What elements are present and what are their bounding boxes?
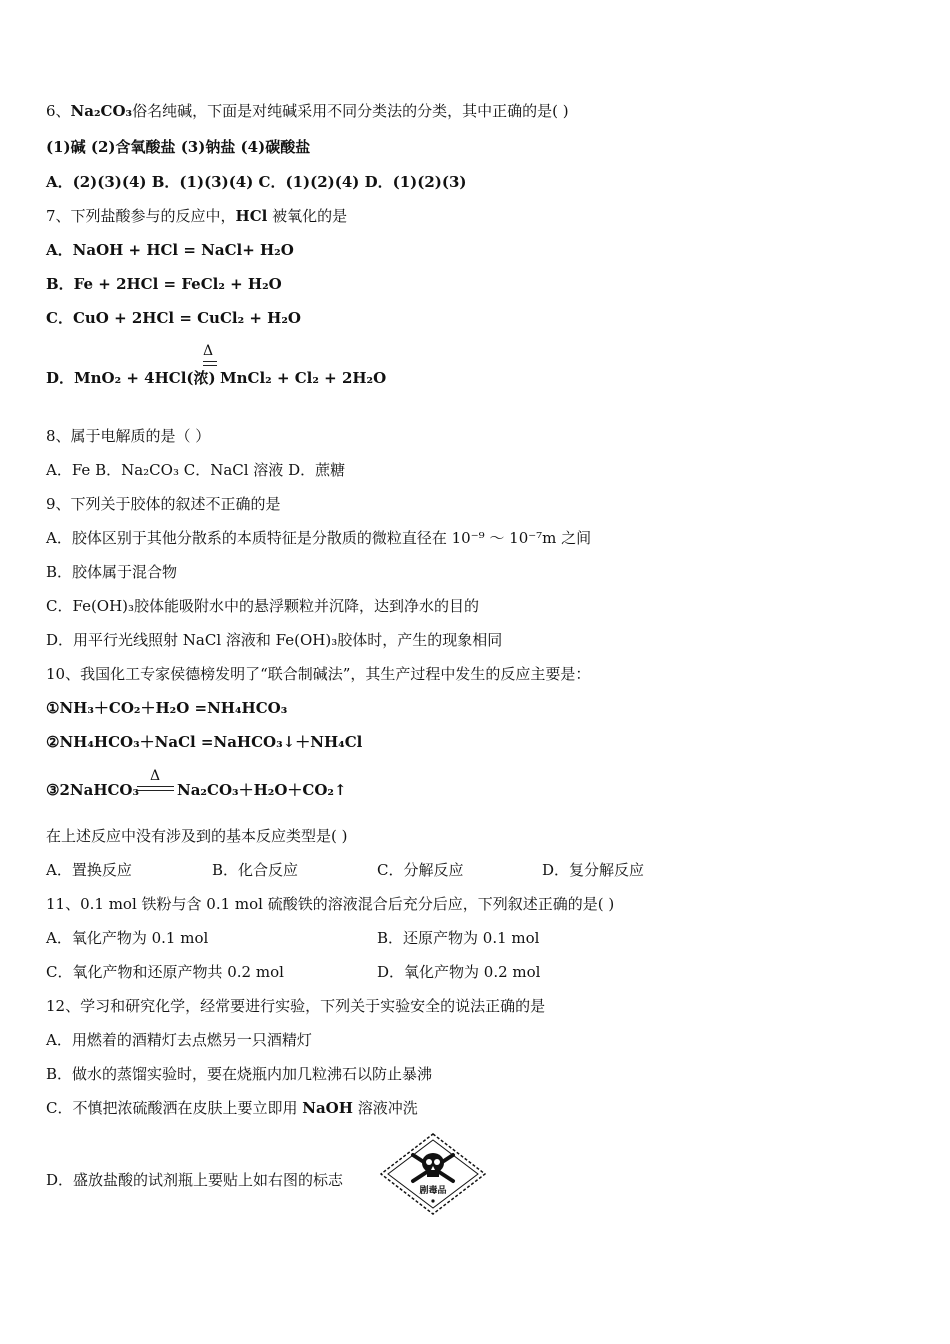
q7-heat-symbol: Δ bbox=[203, 343, 214, 359]
q9-stem: 9、下列关于胶体的叙述不正确的是 bbox=[46, 495, 281, 513]
q10-option-b: B．化合反应 bbox=[212, 861, 299, 879]
q8-options: A．Fe B．Na₂CO₃ C．NaCl 溶液 D．蔗糖 bbox=[46, 461, 346, 479]
q12-option-d: D．盛放盐酸的试剂瓶上要贴上如右图的标志 bbox=[46, 1171, 344, 1189]
q11-option-a: A．氧化产物为 0.1 mol bbox=[46, 929, 209, 947]
q11-option-b: B．还原产物为 0.1 mol bbox=[377, 929, 540, 947]
q11-option-c: C．氧化产物和还原产物共 0.2 mol bbox=[46, 963, 284, 981]
q9-option-a: A．胶体区别于其他分散系的本质特征是分散质的微粒直径在 10⁻⁹ ～ 10⁻⁷m 之间 bbox=[46, 529, 592, 547]
q10-reaction-2: ②NH₄HCO₃＋NaCl =NaHCO₃↓＋NH₄Cl bbox=[46, 733, 363, 751]
q10-heat-symbol: Δ bbox=[150, 768, 161, 784]
q7-equals-bar bbox=[203, 361, 217, 366]
q7-option-c: C．CuO + 2HCl = CuCl₂ + H₂O bbox=[46, 309, 301, 327]
q10-reaction-1: ①NH₃＋CO₂＋H₂O =NH₄HCO₃ bbox=[46, 699, 288, 717]
q12-option-c: C．不慎把浓硫酸洒在皮肤上要立即用 NaOH 溶液冲洗 bbox=[46, 1099, 418, 1117]
q7-stem: 7、下列盐酸参与的反应中，HCl 被氧化的是 bbox=[46, 207, 348, 225]
q9-option-c: C．Fe(OH)₃胶体能吸附水中的悬浮颗粒并沉降，达到净水的目的 bbox=[46, 597, 480, 615]
q11-option-d: D．氧化产物为 0.2 mol bbox=[377, 963, 541, 981]
q10-option-d: D．复分解反应 bbox=[542, 861, 645, 879]
q7-option-d-left: D．MnO₂ + 4HCl(浓) bbox=[46, 369, 216, 387]
q12-stem: 12、学习和研究化学，经常要进行实验，下列关于实验安全的说法正确的是 bbox=[46, 997, 546, 1015]
q10-reaction-3-left: ③2NaHCO₃ bbox=[46, 781, 140, 799]
q10-question: 在上述反应中没有涉及到的基本反应类型是( ) bbox=[46, 827, 348, 845]
q8-stem: 8、属于电解质的是（ ） bbox=[46, 427, 211, 445]
q7-option-a: A．NaOH + HCl = NaCl+ H₂O bbox=[46, 241, 294, 259]
q11-stem: 11、0.1 mol 铁粉与含 0.1 mol 硫酸铁的溶液混合后充分后应，下列叙述正确的是( ) bbox=[46, 895, 615, 913]
q7-option-b: B．Fe + 2HCl = FeCl₂ + H₂O bbox=[46, 275, 282, 293]
q9-option-d: D．用平行光线照射 NaCl 溶液和 Fe(OH)₃胶体时，产生的现象相同 bbox=[46, 631, 503, 649]
q10-reaction-3-right: Na₂CO₃＋H₂O＋CO₂↑ bbox=[177, 781, 347, 799]
q10-stem: 10、我国化工专家侯德榜发明了“联合制碱法”，其生产过程中发生的反应主要是： bbox=[46, 665, 591, 683]
q10-equals-bar bbox=[137, 786, 174, 791]
q6-stem: 6、Na₂CO₃俗名纯碱，下面是对纯碱采用不同分类法的分类，其中正确的是( ) bbox=[46, 102, 569, 120]
q12-option-b: B．做水的蒸馏实验时，要在烧瓶内加几粒沸石以防止暴沸 bbox=[46, 1065, 433, 1083]
q10-option-c: C．分解反应 bbox=[377, 861, 464, 879]
toxic-label: 剧毒品 bbox=[419, 1186, 447, 1196]
toxic-hazard-icon bbox=[380, 1133, 486, 1215]
q7-option-d-right: MnCl₂ + Cl₂ + 2H₂O bbox=[220, 369, 387, 387]
q12-option-a: A．用燃着的酒精灯去点燃另一只酒精灯 bbox=[46, 1031, 312, 1049]
q6-items: (1)碱 (2)含氧酸盐 (3)钠盐 (4)碳酸盐 bbox=[46, 138, 311, 156]
q6-options: A．(2)(3)(4) B．(1)(3)(4) C．(1)(2)(4) D．(1)(2)(3) bbox=[46, 173, 467, 191]
q10-option-a: A．置换反应 bbox=[46, 861, 132, 879]
q9-option-b: B．胶体属于混合物 bbox=[46, 563, 178, 581]
